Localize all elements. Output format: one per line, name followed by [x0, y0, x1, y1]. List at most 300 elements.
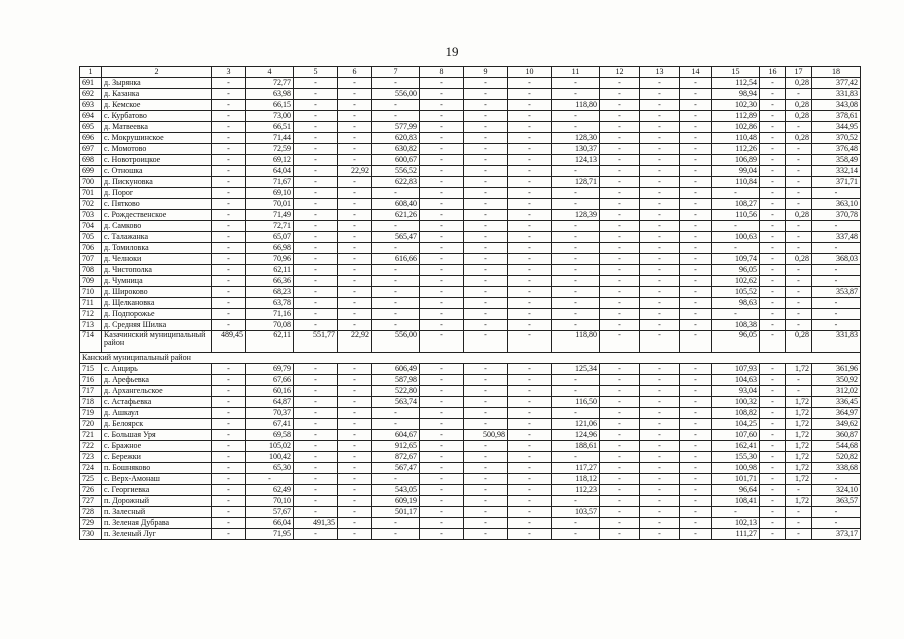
- table-cell: -: [786, 89, 812, 100]
- table-cell: 68,23: [246, 287, 294, 298]
- table-row: [80, 331, 861, 353]
- table-cell: -: [212, 100, 246, 111]
- table-cell: 69,12: [246, 155, 294, 166]
- table-cell: -: [680, 441, 712, 452]
- table-cell: -: [600, 243, 640, 254]
- table-cell: -: [786, 144, 812, 155]
- table-cell: -: [464, 287, 508, 298]
- table-cell: 72,77: [246, 78, 294, 89]
- table-cell: -: [508, 419, 552, 430]
- table-cell: 118,80: [552, 331, 600, 353]
- table-cell: -: [420, 375, 464, 386]
- table-cell: -: [372, 100, 420, 111]
- row-number: 705: [80, 232, 102, 243]
- table-row: [80, 375, 861, 386]
- table-cell: -: [338, 89, 372, 100]
- table-cell: -: [600, 320, 640, 331]
- table-cell: -: [552, 78, 600, 89]
- table-cell: -: [640, 507, 680, 518]
- table-cell: -: [212, 188, 246, 199]
- settlement-name: с. Момотово: [102, 144, 212, 155]
- table-cell: -: [420, 430, 464, 441]
- table-cell: 1,72: [786, 364, 812, 375]
- table-cell: 71,44: [246, 133, 294, 144]
- table-cell: -: [680, 188, 712, 199]
- table-cell: -: [372, 287, 420, 298]
- table-cell: 66,36: [246, 276, 294, 287]
- table-cell: 872,67: [372, 452, 420, 463]
- row-number: 730: [80, 529, 102, 540]
- table-cell: -: [212, 474, 246, 485]
- table-cell: 0,28: [786, 133, 812, 144]
- column-header: 9: [464, 67, 508, 78]
- table-row: [80, 144, 861, 155]
- table-cell: -: [338, 122, 372, 133]
- table-cell: -: [464, 221, 508, 232]
- table-row: [80, 188, 861, 199]
- table-cell: -: [680, 463, 712, 474]
- table-cell: -: [508, 529, 552, 540]
- table-cell: -: [508, 408, 552, 419]
- table-cell: -: [420, 232, 464, 243]
- table-cell: -: [552, 496, 600, 507]
- table-cell: -: [680, 199, 712, 210]
- table-cell: 0,28: [786, 78, 812, 89]
- column-header: 13: [640, 67, 680, 78]
- table-cell: -: [464, 276, 508, 287]
- column-header: 1: [80, 67, 102, 78]
- table-cell: -: [464, 243, 508, 254]
- table-cell: -: [600, 78, 640, 89]
- table-row: [80, 265, 861, 276]
- table-cell: 110,56: [712, 210, 760, 221]
- table-cell: -: [372, 188, 420, 199]
- table-cell: 544,68: [812, 441, 861, 452]
- table-cell: -: [760, 529, 786, 540]
- table-cell: -: [294, 474, 338, 485]
- table-cell: -: [680, 166, 712, 177]
- table-cell: 358,49: [812, 155, 861, 166]
- table-cell: -: [680, 276, 712, 287]
- table-cell: -: [420, 89, 464, 100]
- table-cell: -: [786, 507, 812, 518]
- table-cell: 1,72: [786, 408, 812, 419]
- column-header: 17: [786, 67, 812, 78]
- table-cell: -: [760, 441, 786, 452]
- table-cell: -: [786, 177, 812, 188]
- table-cell: -: [420, 485, 464, 496]
- table-row: [80, 232, 861, 243]
- table-cell: -: [680, 309, 712, 320]
- table-cell: 60,16: [246, 386, 294, 397]
- table-cell: -: [680, 518, 712, 529]
- table-cell: 66,51: [246, 122, 294, 133]
- table-cell: -: [294, 254, 338, 265]
- table-cell: -: [600, 265, 640, 276]
- table-cell: 338,68: [812, 463, 861, 474]
- table-cell: -: [760, 221, 786, 232]
- table-cell: 109,74: [712, 254, 760, 265]
- table-cell: -: [420, 144, 464, 155]
- table-cell: -: [760, 155, 786, 166]
- table-row: [80, 166, 861, 177]
- table-cell: -: [372, 529, 420, 540]
- table-cell: -: [812, 265, 861, 276]
- table-cell: -: [640, 364, 680, 375]
- table-row: [80, 100, 861, 111]
- table-cell: -: [212, 89, 246, 100]
- table-cell: 72,71: [246, 221, 294, 232]
- table-cell: -: [294, 221, 338, 232]
- table-cell: 343,08: [812, 100, 861, 111]
- table-cell: -: [464, 529, 508, 540]
- table-row: [80, 452, 861, 463]
- table-cell: -: [640, 155, 680, 166]
- table-cell: -: [760, 144, 786, 155]
- column-header: 14: [680, 67, 712, 78]
- table-cell: 104,25: [712, 419, 760, 430]
- table-cell: -: [600, 441, 640, 452]
- table-cell: -: [420, 221, 464, 232]
- table-cell: -: [212, 419, 246, 430]
- table-cell: -: [640, 496, 680, 507]
- settlement-name: с. Новотроицкое: [102, 155, 212, 166]
- table-cell: 116,50: [552, 397, 600, 408]
- row-number: 716: [80, 375, 102, 386]
- table-cell: 112,54: [712, 78, 760, 89]
- table-cell: 66,15: [246, 100, 294, 111]
- table-cell: -: [600, 155, 640, 166]
- table-row: [80, 364, 861, 375]
- table-row: [80, 254, 861, 265]
- table-cell: -: [372, 408, 420, 419]
- table-row: [80, 276, 861, 287]
- table-cell: -: [640, 386, 680, 397]
- table-cell: -: [294, 276, 338, 287]
- table-cell: 363,57: [812, 496, 861, 507]
- table-cell: -: [420, 441, 464, 452]
- table-cell: -: [294, 122, 338, 133]
- table-cell: -: [508, 386, 552, 397]
- table-cell: -: [680, 507, 712, 518]
- table-cell: -: [294, 364, 338, 375]
- table-row: [80, 419, 861, 430]
- table-cell: 112,26: [712, 144, 760, 155]
- table-cell: -: [600, 100, 640, 111]
- table-cell: 128,71: [552, 177, 600, 188]
- table-cell: 111,27: [712, 529, 760, 540]
- table-cell: 491,35: [294, 518, 338, 529]
- table-cell: -: [508, 133, 552, 144]
- table-cell: 324,10: [812, 485, 861, 496]
- table-cell: 102,86: [712, 122, 760, 133]
- table-cell: -: [420, 100, 464, 111]
- table-cell: -: [212, 408, 246, 419]
- table-cell: 99,04: [712, 166, 760, 177]
- table-row: [80, 122, 861, 133]
- table-cell: 100,32: [712, 397, 760, 408]
- table-cell: -: [712, 309, 760, 320]
- table-cell: -: [760, 507, 786, 518]
- table-cell: -: [338, 287, 372, 298]
- table-cell: -: [294, 232, 338, 243]
- table-row: [80, 155, 861, 166]
- table-cell: -: [338, 155, 372, 166]
- table-cell: -: [212, 254, 246, 265]
- table-cell: -: [420, 408, 464, 419]
- table-cell: -: [508, 309, 552, 320]
- table-cell: -: [294, 507, 338, 518]
- row-number: 708: [80, 265, 102, 276]
- table-cell: -: [508, 496, 552, 507]
- table-cell: 103,57: [552, 507, 600, 518]
- table-cell: 106,89: [712, 155, 760, 166]
- table-cell: -: [508, 155, 552, 166]
- table-cell: -: [760, 78, 786, 89]
- table-cell: -: [552, 122, 600, 133]
- data-table: [79, 66, 861, 540]
- settlement-name: с. Бережки: [102, 452, 212, 463]
- table-cell: -: [786, 320, 812, 331]
- table-cell: -: [786, 287, 812, 298]
- table-cell: -: [786, 485, 812, 496]
- table-cell: -: [464, 177, 508, 188]
- table-cell: -: [212, 397, 246, 408]
- row-number: 729: [80, 518, 102, 529]
- table-cell: -: [600, 364, 640, 375]
- table-cell: -: [338, 221, 372, 232]
- table-cell: -: [372, 78, 420, 89]
- table-cell: -: [464, 232, 508, 243]
- row-number: 706: [80, 243, 102, 254]
- table-cell: -: [294, 529, 338, 540]
- row-number: 698: [80, 155, 102, 166]
- table-row: [80, 518, 861, 529]
- table-cell: -: [812, 221, 861, 232]
- table-cell: -: [680, 298, 712, 309]
- column-header: 7: [372, 67, 420, 78]
- table-cell: -: [600, 485, 640, 496]
- table-cell: -: [212, 122, 246, 133]
- table-cell: -: [464, 155, 508, 166]
- table-cell: 100,42: [246, 452, 294, 463]
- table-cell: 0,28: [786, 210, 812, 221]
- table-cell: -: [640, 111, 680, 122]
- table-cell: -: [760, 111, 786, 122]
- table-cell: 64,04: [246, 166, 294, 177]
- table-cell: -: [508, 100, 552, 111]
- table-cell: 98,63: [712, 298, 760, 309]
- table-cell: -: [680, 254, 712, 265]
- table-cell: 606,49: [372, 364, 420, 375]
- table-cell: 609,19: [372, 496, 420, 507]
- table-cell: -: [508, 463, 552, 474]
- table-cell: -: [420, 331, 464, 353]
- table-row: [80, 298, 861, 309]
- table-cell: -: [212, 155, 246, 166]
- table-cell: 500,98: [464, 430, 508, 441]
- settlement-name: д. Челноки: [102, 254, 212, 265]
- table-row: [80, 430, 861, 441]
- row-number: 694: [80, 111, 102, 122]
- table-cell: -: [680, 111, 712, 122]
- table-cell: -: [294, 89, 338, 100]
- table-cell: -: [552, 276, 600, 287]
- table-cell: 368,03: [812, 254, 861, 265]
- table-cell: 62,11: [246, 265, 294, 276]
- table-cell: 604,67: [372, 430, 420, 441]
- table-cell: -: [600, 309, 640, 320]
- settlement-name: д. Томиловка: [102, 243, 212, 254]
- table-row: [80, 474, 861, 485]
- table-cell: 344,95: [812, 122, 861, 133]
- table-cell: -: [760, 463, 786, 474]
- table-cell: -: [680, 122, 712, 133]
- table-cell: 501,17: [372, 507, 420, 518]
- table-cell: -: [294, 496, 338, 507]
- table-cell: -: [760, 166, 786, 177]
- table-cell: 107,60: [712, 430, 760, 441]
- table-cell: 522,80: [372, 386, 420, 397]
- table-cell: -: [786, 232, 812, 243]
- table-cell: -: [786, 122, 812, 133]
- table-cell: 587,98: [372, 375, 420, 386]
- column-header: 10: [508, 67, 552, 78]
- table-cell: 71,95: [246, 529, 294, 540]
- table-cell: -: [508, 320, 552, 331]
- table-cell: -: [600, 507, 640, 518]
- table-cell: -: [760, 397, 786, 408]
- table-cell: -: [640, 419, 680, 430]
- table-cell: -: [786, 276, 812, 287]
- table-cell: -: [212, 463, 246, 474]
- table-cell: -: [420, 210, 464, 221]
- table-cell: -: [508, 166, 552, 177]
- table-cell: -: [338, 111, 372, 122]
- table-cell: -: [552, 375, 600, 386]
- table-cell: -: [786, 188, 812, 199]
- column-header: 5: [294, 67, 338, 78]
- table-cell: -: [508, 188, 552, 199]
- table-cell: -: [338, 298, 372, 309]
- table-cell: -: [420, 518, 464, 529]
- table-cell: -: [294, 386, 338, 397]
- table-cell: -: [420, 287, 464, 298]
- row-number: 728: [80, 507, 102, 518]
- table-cell: -: [760, 122, 786, 133]
- table-cell: -: [760, 518, 786, 529]
- table-cell: -: [294, 100, 338, 111]
- table-cell: -: [600, 529, 640, 540]
- table-cell: 70,10: [246, 496, 294, 507]
- table-cell: -: [372, 309, 420, 320]
- table-cell: -: [508, 485, 552, 496]
- row-number: 692: [80, 89, 102, 100]
- table-cell: 100,63: [712, 232, 760, 243]
- settlement-name: д. Широково: [102, 287, 212, 298]
- table-cell: -: [338, 452, 372, 463]
- table-cell: 622,83: [372, 177, 420, 188]
- table-cell: 124,96: [552, 430, 600, 441]
- table-cell: 577,99: [372, 122, 420, 133]
- table-cell: -: [372, 320, 420, 331]
- table-cell: -: [508, 298, 552, 309]
- table-cell: -: [600, 474, 640, 485]
- table-cell: -: [680, 287, 712, 298]
- table-cell: -: [600, 375, 640, 386]
- table-cell: -: [464, 144, 508, 155]
- table-cell: 71,49: [246, 210, 294, 221]
- table-cell: 361,96: [812, 364, 861, 375]
- table-cell: -: [600, 430, 640, 441]
- table-body: [80, 78, 861, 540]
- table-cell: -: [508, 111, 552, 122]
- table-cell: 125,34: [552, 364, 600, 375]
- table-cell: 71,16: [246, 309, 294, 320]
- table-cell: 124,13: [552, 155, 600, 166]
- table-cell: -: [600, 199, 640, 210]
- table-cell: -: [338, 144, 372, 155]
- column-header: 4: [246, 67, 294, 78]
- table-cell: -: [786, 375, 812, 386]
- table-row: [80, 529, 861, 540]
- table-cell: -: [760, 375, 786, 386]
- row-number: 721: [80, 430, 102, 441]
- table-cell: -: [760, 265, 786, 276]
- table-row: [80, 463, 861, 474]
- table-cell: -: [464, 496, 508, 507]
- table-cell: 70,08: [246, 320, 294, 331]
- table-cell: -: [760, 232, 786, 243]
- table-cell: -: [464, 331, 508, 353]
- table-cell: -: [464, 265, 508, 276]
- table-cell: 104,63: [712, 375, 760, 386]
- table-cell: 67,41: [246, 419, 294, 430]
- table-cell: -: [338, 364, 372, 375]
- table-cell: -: [760, 133, 786, 144]
- table-cell: -: [508, 221, 552, 232]
- table-cell: -: [812, 507, 861, 518]
- table-cell: -: [640, 232, 680, 243]
- table-cell: 360,87: [812, 430, 861, 441]
- table-cell: 565,47: [372, 232, 420, 243]
- table-cell: -: [338, 386, 372, 397]
- table-cell: 65,30: [246, 463, 294, 474]
- table-cell: -: [508, 122, 552, 133]
- table-row: [80, 199, 861, 210]
- table-cell: -: [212, 320, 246, 331]
- table-cell: -: [760, 177, 786, 188]
- table-cell: -: [420, 166, 464, 177]
- table-cell: -: [338, 78, 372, 89]
- table-cell: -: [420, 529, 464, 540]
- table-cell: 563,74: [372, 397, 420, 408]
- table-cell: 71,67: [246, 177, 294, 188]
- table-cell: -: [294, 133, 338, 144]
- table-cell: 0,28: [786, 254, 812, 265]
- table-cell: -: [464, 518, 508, 529]
- table-cell: -: [812, 276, 861, 287]
- settlement-name: п. Залесный: [102, 507, 212, 518]
- table-cell: 373,17: [812, 529, 861, 540]
- table-cell: -: [420, 177, 464, 188]
- settlement-name: д. Белоярск: [102, 419, 212, 430]
- table-cell: 556,00: [372, 331, 420, 353]
- table-cell: 353,87: [812, 287, 861, 298]
- table-cell: -: [640, 298, 680, 309]
- table-cell: -: [420, 276, 464, 287]
- table-cell: -: [600, 177, 640, 188]
